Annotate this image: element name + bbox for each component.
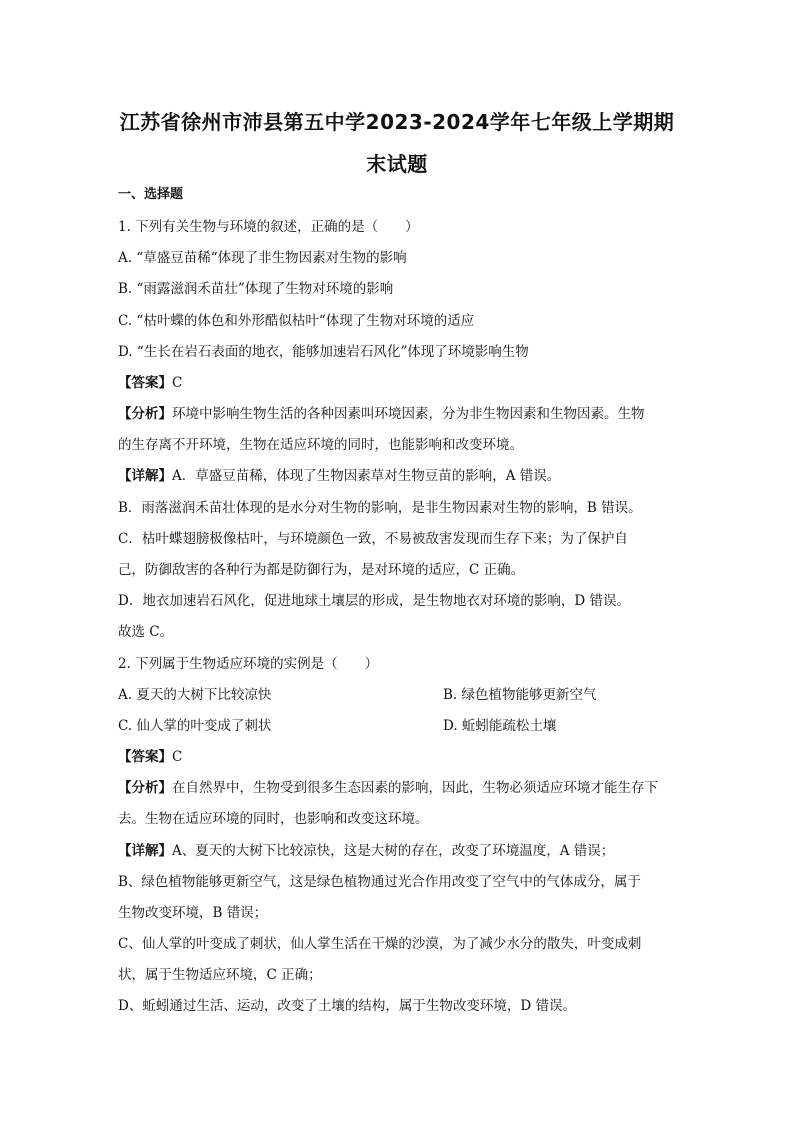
q2-option-c: C. 仙人掌的叶变成了刺状 bbox=[118, 718, 272, 734]
q1-conclusion: 故选 C。 bbox=[118, 624, 174, 640]
q2-detail-line-6: D、蚯蚓通过生活、运动，改变了土壤的结构，属于生物改变环境，D 错误。 bbox=[118, 998, 576, 1014]
q1-stem: 1. 下列有关生物与环境的叙述，正确的是（ ） bbox=[118, 219, 419, 235]
q2-stem: 2. 下列属于生物适应环境的实例是（ ） bbox=[118, 656, 379, 672]
section-heading: 一、选择题 bbox=[118, 187, 184, 202]
q2-detail-line-5: 状，属于生物适应环境，C 正确； bbox=[118, 967, 322, 983]
q1-option-b: B. “雨露滋润禾苗壮”体现了生物对环境的影响 bbox=[118, 281, 394, 297]
q2-detail-tag: 【详解】 bbox=[118, 843, 172, 859]
q1-analysis-line-1 bbox=[118, 405, 645, 423]
q1-detail-line-1 bbox=[118, 467, 560, 485]
q2-option-a: A. 夏天的大树下比较凉快 bbox=[118, 687, 272, 703]
q1-detail-line-2: B．雨落滋润禾苗壮体现的是水分对生物的影响，是非生物因素对生物的影响，B 错误。 bbox=[118, 500, 642, 516]
q2-answer-tag: 【答案】 bbox=[118, 749, 172, 765]
q2-option-d: D. 蚯蚓能疏松土壤 bbox=[443, 718, 557, 734]
document-title-line-2: 末试题 bbox=[366, 152, 428, 176]
q1-detail-tag: 【详解】 bbox=[118, 468, 172, 484]
q2-option-b: B. 绿色植物能够更新空气 bbox=[443, 687, 597, 703]
q2-analysis-tag: 【分析】 bbox=[118, 780, 172, 796]
q2-analysis-line-1 bbox=[118, 779, 658, 797]
q1-option-d: D. “生长在岩石表面的地衣，能够加速岩石风化”体现了环境影响生物 bbox=[118, 344, 529, 360]
q1-option-a: A. “草盛豆苗稀“体现了非生物因素对生物的影响 bbox=[118, 250, 407, 266]
q1-detail-line-5: D．地衣加速岩石风化，促进地球土壤层的形成，是生物地衣对环境的影响，D 错误。 bbox=[118, 593, 630, 609]
q1-option-c: C. “枯叶蝶的体色和外形酷似枯叶“体现了生物对环境的适应 bbox=[118, 313, 475, 329]
q1-analysis-line-2: 的生存离不开环境，生物在适应环境的同时，也能影响和改变环境。 bbox=[118, 437, 523, 453]
q2-detail-text-1: A、夏天的大树下比较凉快，这是大树的存在，改变了环境温度，A 错误； bbox=[172, 843, 615, 859]
q2-answer-value: C bbox=[172, 749, 183, 765]
document-title-line-1: 江苏省徐州市沛县第五中学2023-2024学年七年级上学期期 bbox=[119, 110, 675, 134]
q2-answer bbox=[118, 748, 182, 766]
q1-answer bbox=[118, 374, 182, 392]
q2-detail-line-2: B、绿色植物能够更新空气，这是绿色植物通过光合作用改变了空气中的气体成分，属于 bbox=[118, 874, 641, 890]
q2-detail-line-3: 生物改变环境，B 错误； bbox=[118, 905, 268, 921]
q2-detail-line-4: C、仙人掌的叶变成了刺状，仙人掌生活在干燥的沙漠，为了减少水分的散失，叶变成刺 bbox=[118, 936, 642, 952]
q2-detail-line-1 bbox=[118, 842, 614, 860]
q1-detail-text-1: A．草盛豆苗稀，体现了生物因素草对生物豆苗的影响，A 错误。 bbox=[172, 468, 561, 484]
q1-detail-line-4: 己，防御敌害的各种行为都是防御行为，是对环境的适应，C 正确。 bbox=[118, 562, 525, 578]
q2-analysis-line-2: 去。生物在适应环境的同时，也影响和改变这环境。 bbox=[118, 811, 429, 827]
q1-detail-line-3: C．枯叶蝶翅膀极像枯叶，与环境颜色一致，不易被敌害发现而生存下来；为了保护自 bbox=[118, 531, 628, 547]
q1-analysis-tag: 【分析】 bbox=[118, 406, 172, 422]
q1-analysis-text-1: 环境中影响生物生活的各种因素叫环境因素，分为非生物因素和生物因素。生物 bbox=[172, 406, 645, 422]
q1-answer-value: C bbox=[172, 375, 183, 391]
q2-analysis-text-1: 在自然界中，生物受到很多生态因素的影响，因此，生物必须适应环境才能生存下 bbox=[172, 780, 658, 796]
q1-answer-tag: 【答案】 bbox=[118, 375, 172, 391]
